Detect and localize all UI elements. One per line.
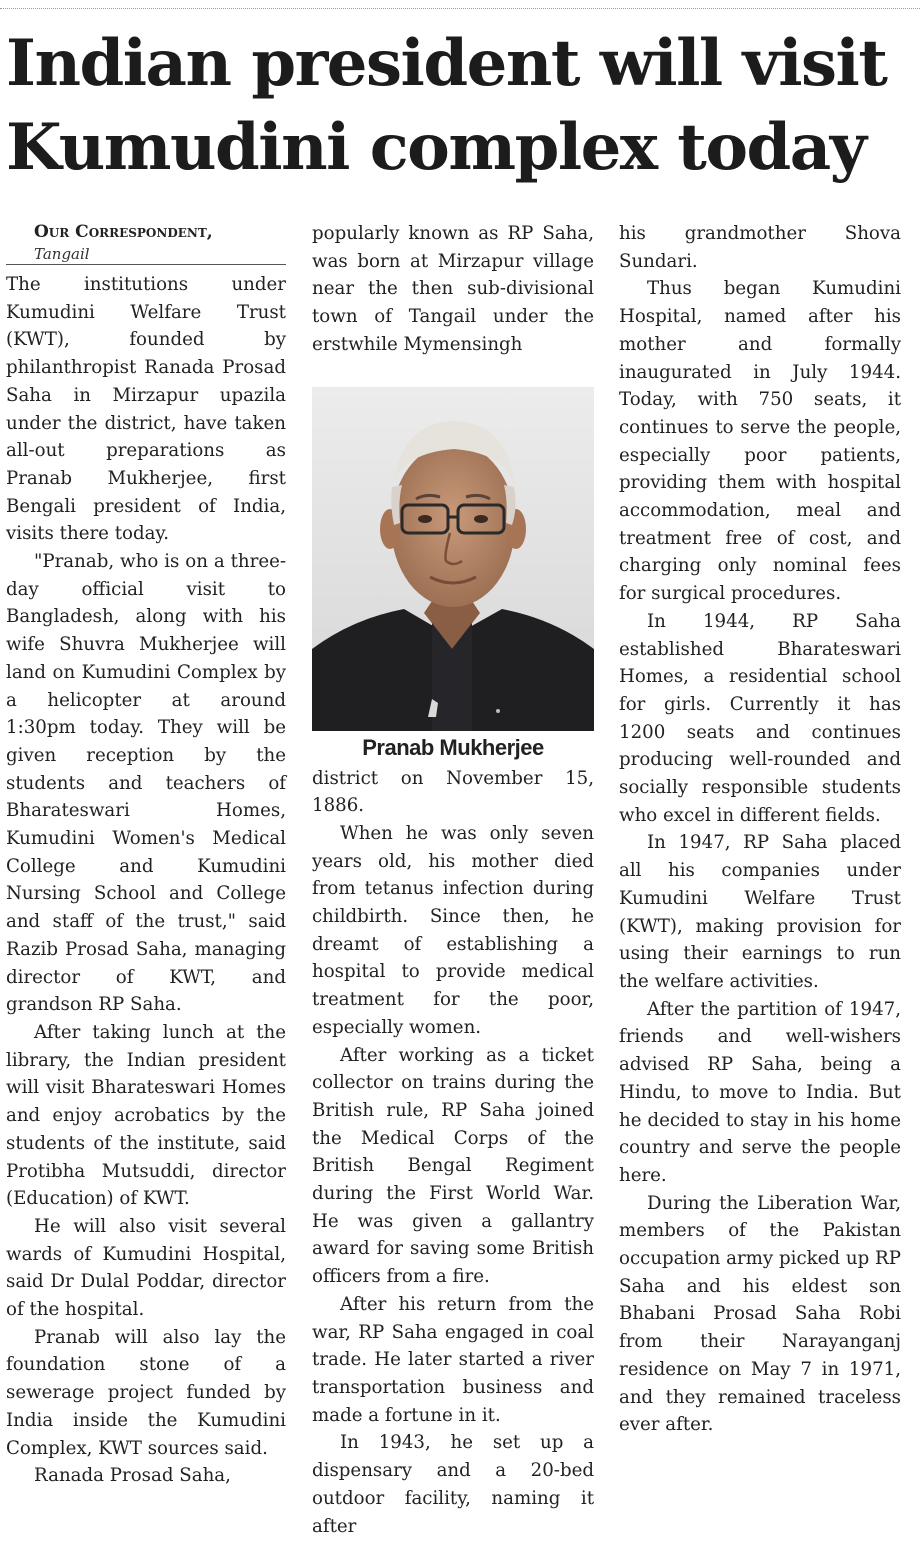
- paragraph: district on November 15, 1886.: [312, 767, 594, 817]
- paragraph: "Pranab, who is on a three-day official visit to Bangladesh, along with his wife Shuvra Mukherjee will land on Kumudini Complex by a helicopter at around 1:30pm today. They will be given reception by the students and teachers of Bharateswari Homes, Kumudini Women's Medical College and Kumudini Nursing School and College and staff of the trust," said Razib Prosad Saha, managing director of KWT, and grandson RP Saha.: [6, 551, 286, 1016]
- paragraph: After working as a ticket collector on trains during the British rule, RP Saha joined the Medical Corps of the British Bengal Regiment during the First World War. He was given a gallantry award for saving some British officers from a fire.: [312, 1044, 594, 1288]
- paragraph: his grandmother Shova Sundari.: [619, 223, 901, 272]
- paragraph: When he was only seven years old, his mother died from tetanus infection during childbirth. Since then, he dreamt of establishing a hospital to provide medical treatment for the poor, especially women.: [312, 822, 594, 1038]
- top-dotted-rule: [0, 8, 920, 9]
- paragraph: Pranab will also lay the foundation stone of a sewerage project funded by India inside the Kumudini Complex, KWT sources said.: [6, 1326, 286, 1459]
- paragraph: After taking lunch at the library, the Indian president will visit Bharateswari Homes and enjoy acrobatics by the students of the institute, said Protibha Mutsuddi, director (Education) of KWT.: [6, 1021, 286, 1210]
- headline: Indian president will visit Kumudini complex today: [6, 26, 887, 185]
- paragraph: He will also visit several wards of Kumudini Hospital, said Dr Dulal Poddar, director of the hospital.: [6, 1215, 286, 1321]
- portrait-photo: [312, 387, 594, 731]
- column-1: [6, 220, 286, 1490]
- paragraph: The institutions under Kumudini Welfare Trust (KWT), founded by philanthropist Ranada Prosad Saha in Mirzapur upazila under the district, have taken all-out preparations as Pranab Mukherjee, first Bengali president of India, visits there today.: [6, 274, 286, 545]
- paragraph: Ranada Prosad Saha,: [34, 1465, 231, 1487]
- byline: Our Correspondent,: [34, 222, 213, 242]
- photo-caption: Pranab Mukherjee: [362, 734, 544, 760]
- paragraph: After the partition of 1947, friends and well-wishers advised RP Saha, being a Hindu, to move to India. But he decided to stay in his home country and serve the people here.: [619, 998, 901, 1186]
- paragraph: Thus began Kumudini Hospital, named after his mother and formally inaugurated in July 1944. Today, with 750 seats, it continues to serve the people, especially poor patients, providing them with hospital accommodation, meal and treatment free of cost, and charging only nominal fees for surgical procedures.: [619, 278, 901, 605]
- byline-divider: [6, 264, 286, 265]
- paragraph: In 1944, RP Saha established Bharateswari Homes, a residential school for girls. Currently it has 1200 seats and continues producing well-rounded and socially responsible students who excel in different fields.: [619, 610, 901, 826]
- dateline: Tangail: [34, 245, 90, 263]
- column-2: [312, 220, 594, 1540]
- paragraph: In 1947, RP Saha placed all his companies under Kumudini Welfare Trust (KWT), making provision for using their earnings to run the welfare activities.: [619, 832, 901, 992]
- column-3: [619, 220, 901, 1439]
- paragraph: During the Liberation War, members of the Pakistan occupation army picked up RP Saha and his eldest son Bhabani Prosad Saha Robi from their Narayanganj residence on May 7 in 1971, and they remained traceless ever after.: [619, 1192, 901, 1436]
- paragraph: In 1943, he set up a dispensary and a 20-bed outdoor facility, naming it after: [312, 1432, 594, 1537]
- paragraph: popularly known as RP Saha, was born at Mirzapur village near the then sub-divisional town of Tangail under the erstwhile Mymensingh: [312, 223, 594, 355]
- paragraph: After his return from the war, RP Saha engaged in coal trade. He later started a river transportation business and made a fortune in it.: [312, 1293, 594, 1426]
